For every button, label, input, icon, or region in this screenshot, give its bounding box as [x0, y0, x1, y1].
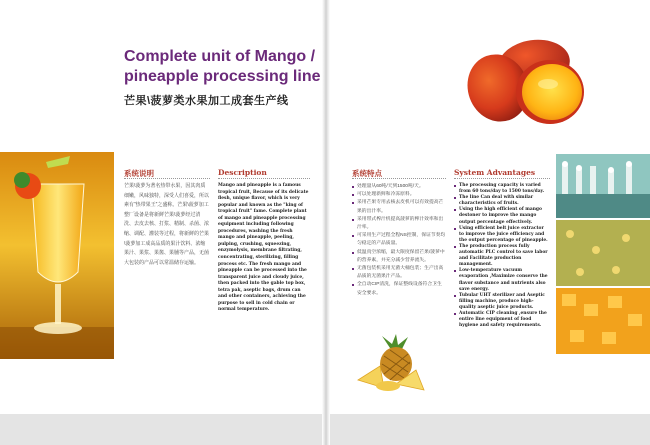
cn-features-list	[352, 183, 446, 298]
cn-features-heading: 系统特点	[352, 169, 382, 178]
list-item: 采用带式榨汁机提高菠萝的榨汁效率和出汁率。	[352, 216, 446, 232]
en-features-rule	[454, 178, 550, 179]
list-item: Using efficient belt juice extractor to improve the juice efficiency and the output percentage of pineapple.	[454, 226, 550, 244]
list-item: The processing capacity is varied from 60 tons/day to 1500 tons/day.	[454, 183, 550, 195]
factory-photo-strip	[556, 154, 650, 354]
right-footer-band	[330, 414, 650, 445]
list-item: 可以处理新鲜和冷冻原料。	[352, 191, 446, 199]
list-item: 无菌包装机采用无菌大桶包装；生产出高品质的无菌果汁产品。	[352, 265, 446, 281]
en-description-body: Mango and pineapple is a famous tropical fruit, Because of its delicate flesh, unique flavor, which is very popular and known as the "king of tropical fruit" fame. Complete plant of mango and pineapple processing equipment including following procedures, washing the fresh mango and pineapple, peeling, pulping, crushing, squeezing, enzymolysis, membrane filtrating, concentrating, sterilizing, filling process etc. The fresh mango and pineapple can be processed into the transparent juice and cloudy juice, then packed into the gable top box, tetra pak, aseptic bags, drum can and other containers, achieving the purpose to sell in cold chain or normal temperature.	[218, 183, 309, 313]
juice-glass-photo	[0, 152, 114, 359]
en-description-rule	[218, 178, 310, 179]
list-item: 可采用生产过程全程NS控制，保证节奏均匀稳定的产品质量。	[352, 232, 446, 248]
left-footer-band	[0, 414, 322, 445]
cn-description-rule	[124, 178, 210, 179]
en-description-heading: Description	[218, 168, 267, 177]
title-chinese: 芒果\菠萝类水果加工成套生产线	[124, 95, 289, 107]
cn-description-heading: 系统说明	[124, 169, 154, 178]
en-features-heading: System Advantages	[454, 168, 536, 177]
cn-description-body: 芒果\菠萝为著名热带水果，因其肉质细嫩，风味独特，深受人们喜爱，所以素有“热带果王”之盛称。芒果\菠萝加工整厂设备是将新鲜芒果\菠萝经过清洗、去皮去核、打浆、精制、杀菌、浓缩、调配、灌装等过程，将新鲜的芒果\菠萝加工成高品质的果汁饮料、浓缩果汁、果浆、果酱、果脯等产品，无菌大包装的产品可以常温储存运输。	[124, 183, 210, 266]
mango-photo	[460, 34, 584, 126]
list-item: 处理量从60吨/天到1500吨/天。	[352, 183, 446, 191]
title-english: Complete unit of Mango / pineapple processing line	[124, 48, 321, 85]
list-item: Using the high efficient of mango destoner to improve the mango output percentage effectively.	[454, 207, 550, 225]
list-item: The line Can deal with similar characteristics of fruits.	[454, 195, 550, 207]
en-features-list	[454, 183, 550, 329]
cn-features-rule	[352, 178, 446, 179]
list-item: Automatic CIP cleaning ,ensure the entire line equipment of food hygiene and safety requirements.	[454, 311, 550, 329]
list-item: 采用芒果专用去核去皮机可以有效提高芒果的出汁率。	[352, 199, 446, 215]
list-item: The production process fully automatic PLC control to save labor and Facilitate production management.	[454, 244, 550, 268]
list-item: 低温真空浓缩，最大限度保留芒果/菠萝中的营养素，并充分减少营养流失。	[352, 249, 446, 265]
list-item: Low-temperature vacuum evaporation ,Maximize conserve the flavor substance and nutrients also save energy.	[454, 268, 550, 292]
pineapple-photo	[352, 334, 432, 392]
list-item: Tubular UHT sterilizer and Aseptic filling machine, produce high-quality aseptic juice products.	[454, 293, 550, 311]
list-item: 全自动CIP清洗，保证整线设备符合卫生安全要求。	[352, 281, 446, 297]
